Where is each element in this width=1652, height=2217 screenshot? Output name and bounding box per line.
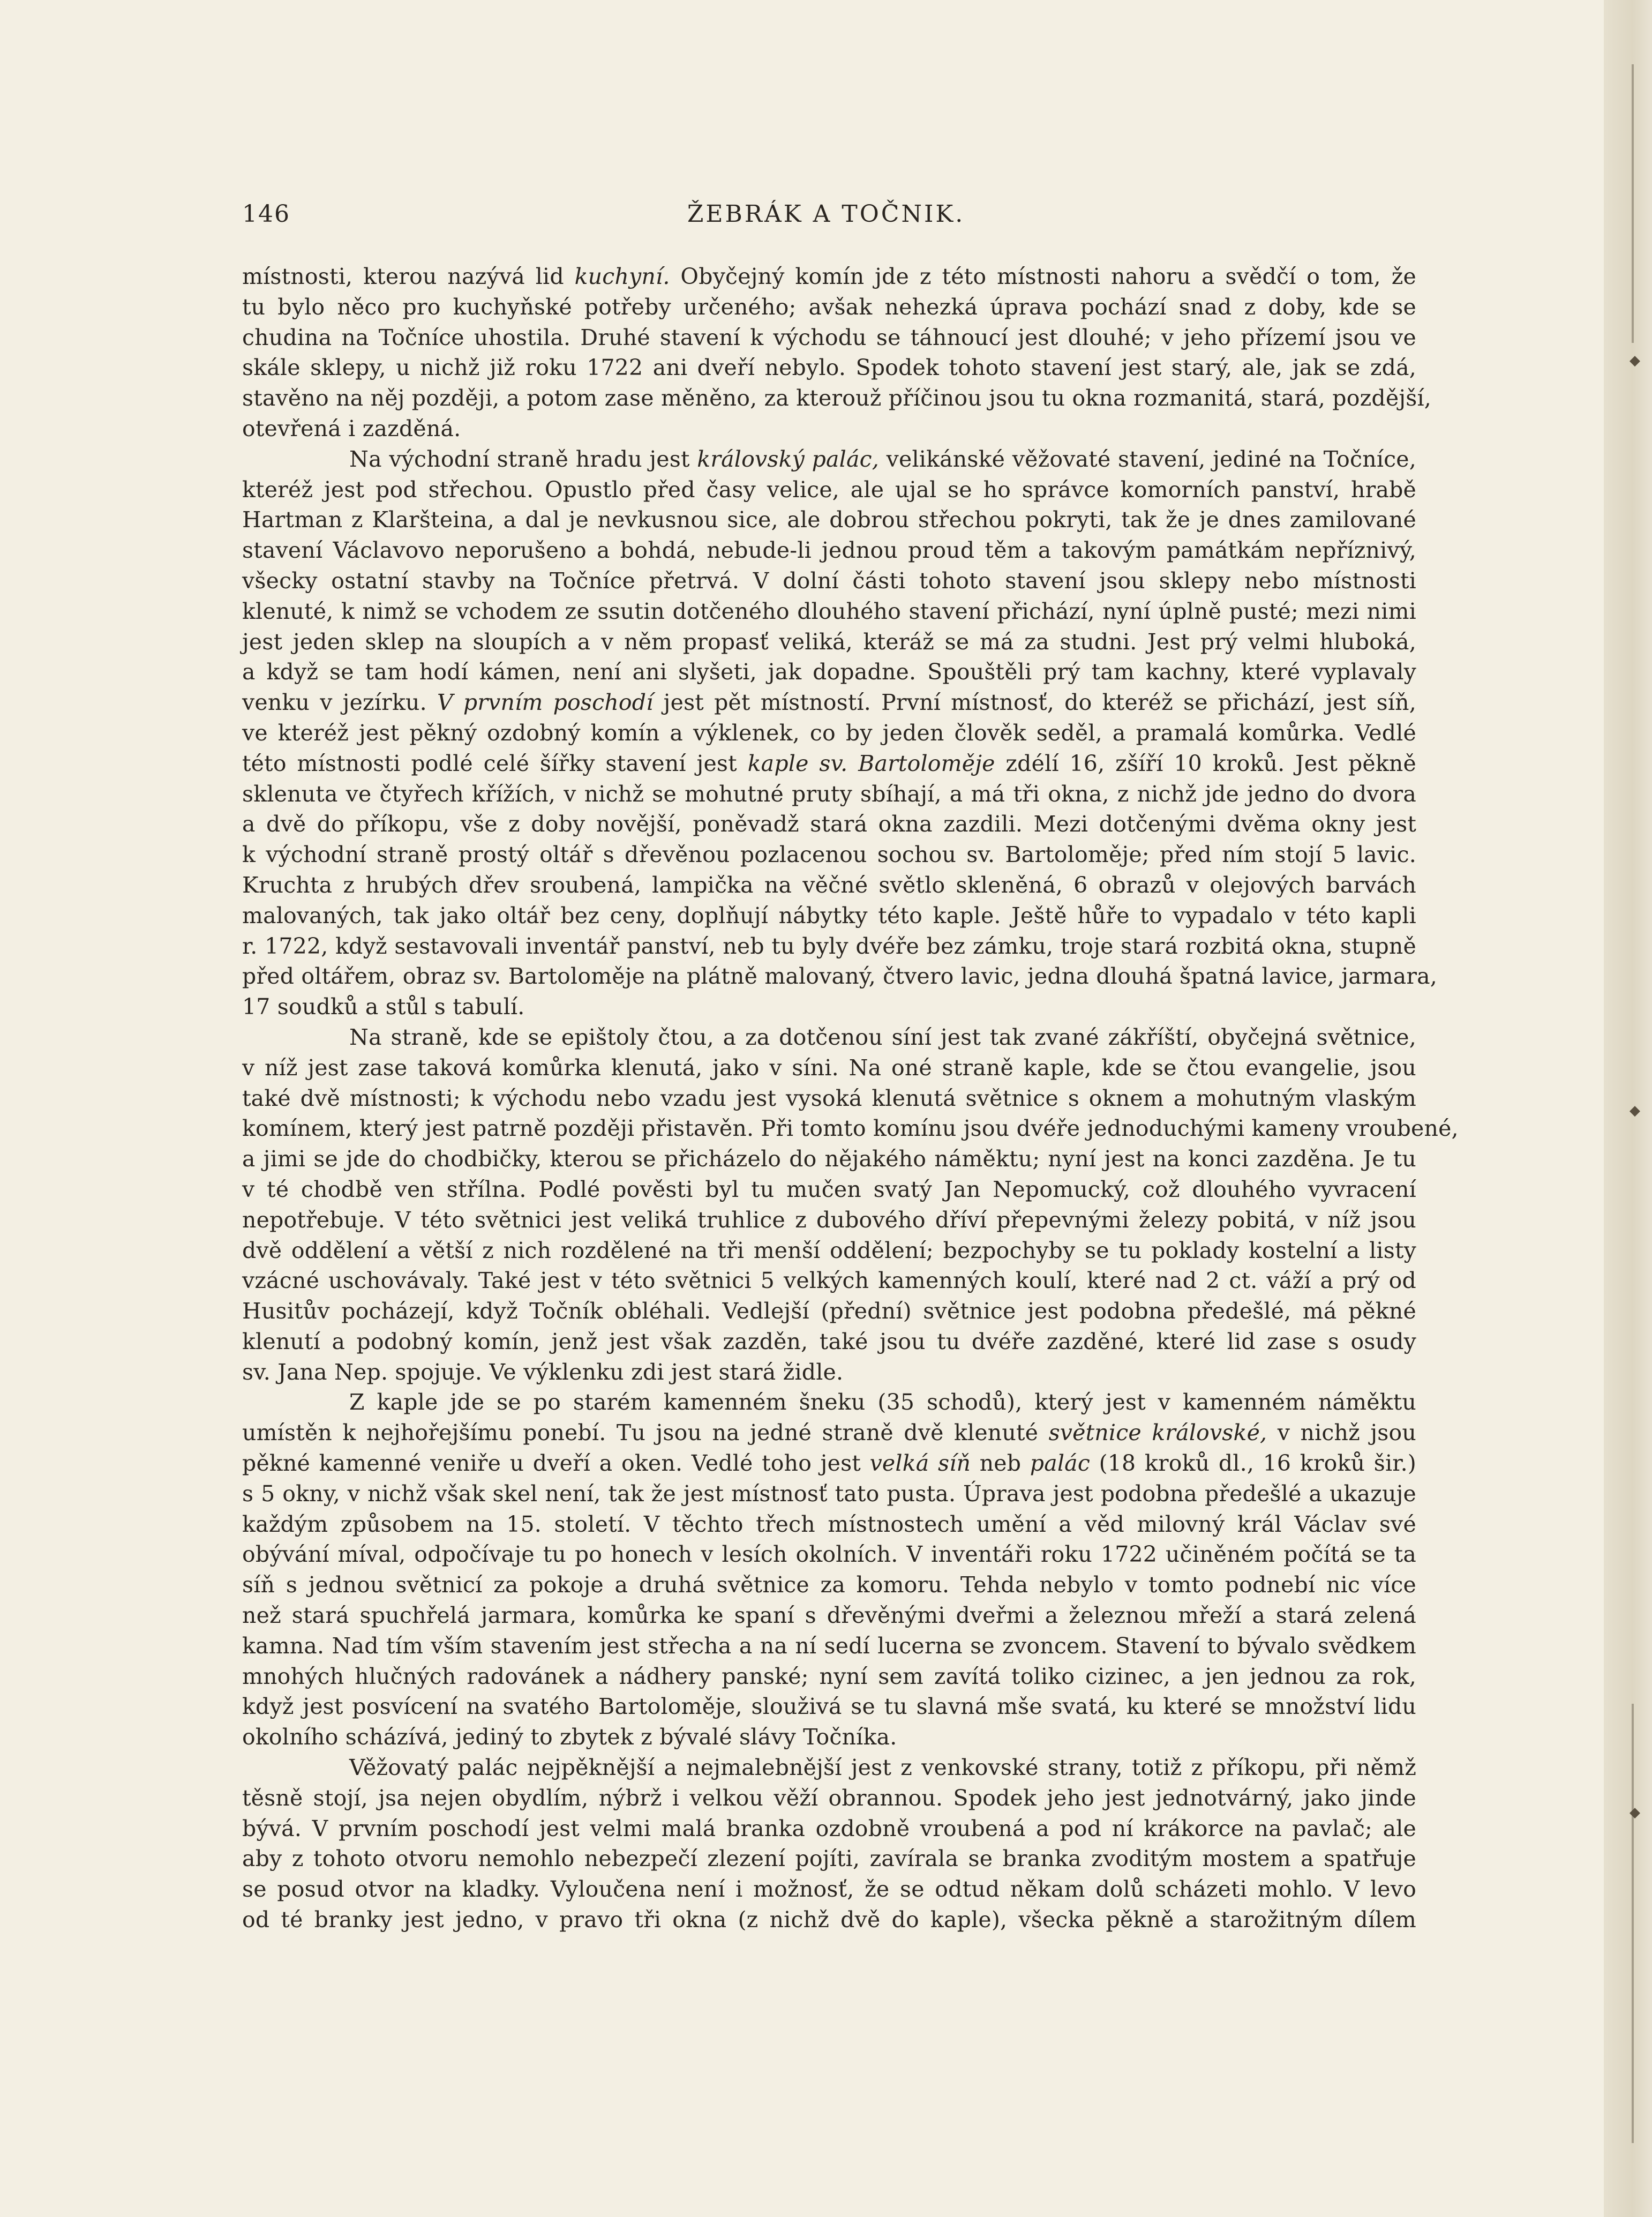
text-line: se posud otvor na kladky. Vyloučena není i možnosť, že se odtud někam dolů scházeti mohlo. V levo (242, 1876, 1416, 1903)
text-line: síň s jednou světnicí za pokoje a druhá světnice za komoru. Tehda nebylo v tomto podnebí nic více (242, 1572, 1416, 1598)
text-line: a když se tam hodí kámen, není ani slyšeti, jak dopadne. Spouštěli prý tam kachny, které vyplavaly (242, 659, 1416, 685)
text-line: sklenuta ve čtyřech křížích, v nichž se mohutné pruty sbíhají, a má tři okna, z nichž jde jedno do dvora (242, 781, 1416, 807)
paragraph (242, 1387, 1416, 1752)
text-line: mnohých hlučných radovánek a nádhery panské; nyní sem zavítá toliko cizinec, a jen jednou za rok, (242, 1663, 1416, 1689)
edge-mark-icon: ◆ (1630, 1804, 1640, 1821)
edge-rule-bottom (1632, 1704, 1634, 2143)
text-line: sv. Jana Nep. spojuje. Ve výklenku zdi jest stará židle. (242, 1359, 844, 1385)
text-line: Na straně, kde se epištoly čtou, a za dotčenou síní jest tak zvané zákříští, obyčejná světnice, (349, 1024, 1416, 1050)
page-number: 146 (242, 200, 290, 228)
edge-mark-icon: ◆ (1630, 1103, 1640, 1119)
text-line: a jimi se jde do chodbičky, kterou se přicházelo do nějakého náměktu; nyní jest na konci zazděna. Je tu (242, 1146, 1416, 1172)
text-line: ve kteréž jest pěkný ozdobný komín a výklenek, co by jeden člověk seděl, a pramalá komůrka. Vedlé (242, 720, 1416, 746)
text-line: obývání míval, odpočívaje tu po honech v lesích okolních. V inventáři roku 1722 učiněném počítá se ta (242, 1541, 1416, 1568)
text-line: jest jeden sklep na sloupích a v něm propasť veliká, kteráž se má za studni. Jest prý velmi hluboká, (242, 628, 1416, 655)
text-line: Hartman z Klaršteina, a dal je nevkusnou sice, ale dobrou střechou pokryti, tak že je dnes zamilované (242, 507, 1416, 533)
text-line: Z kaple jde se po starém kamenném šneku (35 schodů), který jest v kamenném náměktu (349, 1389, 1416, 1415)
text-line: s 5 okny, v nichž však skel není, tak že jest místnosť tato pusta. Úprava jest podobna předešlé a ukazuje (242, 1480, 1416, 1507)
text-line: v té chodbě ven střílna. Podlé pověsti byl tu mučen svatý Jan Nepomucký, což dlouhého vyvracení (242, 1176, 1416, 1202)
text-line: otevřená i zazděná. (242, 415, 461, 441)
text-line: také dvě místnosti; k východu nebo vzadu jest vysoká klenutá světnice s oknem a mohutným vlaským (242, 1085, 1416, 1111)
text-line: a dvě do příkopu, vše z doby novější, poněvadž stará okna zazdili. Mezi dotčenými dvěma okny jest (242, 811, 1416, 837)
edge-mark-icon: ◆ (1630, 353, 1640, 369)
paragraph (242, 261, 1432, 444)
text-line: Kruchta z hrubých dřev sroubená, lampička na věčné světlo skleněná, 6 obrazů v olejových barvách (242, 872, 1416, 898)
text-line: od té branky jest jedno, v pravo tři okna (z nichž dvě do kaple), všecka pěkně a starožitným dílem (242, 1907, 1416, 1933)
text-line: než stará spuchřelá jarmara, komůrka ke spaní s dřevěnými dveřmi a železnou mřeží a stará zelená (242, 1602, 1416, 1629)
text-line: umístěn k nejhořejšímu ponebí. Tu jsou na jedné straně dvě klenuté světnice královské, v nichž jsou (242, 1420, 1417, 1446)
text-line: komínem, který jest patrně později přistavěn. Při tomto komínu jsou dvéře jednoduchými kameny vroubené, (242, 1115, 1459, 1142)
paragraph (242, 444, 1438, 1022)
text-line: Věžovatý palác nejpěknější a nejmalebnější jest z venkovské strany, totiž z příkopu, při němž (349, 1755, 1416, 1781)
text-line: tu bylo něco pro kuchyňské potřeby určeného; avšak nehezká úprava pochází snad z doby, kde se (242, 294, 1416, 320)
text-line: okolního scházívá, jediný to zbytek z bývalé slávy Točníka. (242, 1724, 897, 1750)
text-line: stavení Václavovo neporušeno a bohdá, nebude-li jednou proud těm a takovým památkám nepříznivý, (242, 537, 1416, 564)
text-line: chudina na Točníce uhostila. Druhé stavení k východu se táhnoucí jest dlouhé; v jeho přízemí jsou ve (242, 324, 1416, 350)
text-line: stavěno na něj později, a potom zase měněno, za kterouž příčinou jsou tu okna rozmanitá, stará, pozdější, (242, 385, 1432, 411)
text-line: klenutí a podobný komín, jenž jest však zazděn, také jsou tu dvéře zazděné, které lid zase s osudy (242, 1328, 1416, 1354)
text-line: aby z tohoto otvoru nemohlo nebezpečí zlezení pojíti, zavírala se branka zvoditým mostem a spatřuje (242, 1846, 1416, 1872)
text-line: k východní straně prostý oltář s dřevěnou pozlacenou sochou sv. Bartoloměje; před ním stojí 5 lavic. (242, 842, 1416, 868)
text-line: v níž jest zase taková komůrka klenutá, jako v síni. Na oné straně kaple, kde se čtou evangelie, jsou (242, 1054, 1416, 1081)
text-line: každým způsobem na 15. století. V těchto třech místnostech umění a věd milovný král Václav své (242, 1511, 1416, 1537)
text-line: dvě oddělení a větší z nich rozdělené na tři menší oddělení; bezpochyby se tu poklady kostelní a listy (242, 1237, 1416, 1263)
running-title: ŽEBRÁK A TOČNIK. (687, 200, 965, 228)
text-line: těsně stojí, jsa nejen obydlím, nýbrž i velkou věží obrannou. Spodek jeho jest jednotvárný, jako jinde (242, 1785, 1416, 1811)
text-line: kteréž jest pod střechou. Opustlo před časy velice, ale ujal se ho správce komorních panství, hrabě (242, 476, 1416, 503)
text-line: 17 soudků a stůl s tabulí. (242, 994, 525, 1020)
body-text (242, 261, 1459, 1935)
text-line: kamna. Nad tím vším stavením jest střecha a na ní sedí lucerna se zvoncem. Stavení to bývalo svědkem (242, 1632, 1416, 1659)
text-line: nepotřebuje. V této světnici jest veliká truhlice z dubového dříví přepevnými železy pobitá, v níž jsou (242, 1207, 1416, 1233)
text-line: místnosti, kterou nazývá lid kuchyní. Obyčejný komín jde z této místnosti nahoru a svědčí o tom, že (242, 264, 1416, 289)
page-edge (1604, 0, 1652, 2217)
text-line: Na východní straně hradu jest královský palác, velikánské věžovaté stavení, jediné na Točníce, (349, 446, 1416, 472)
text-line: venku v jezírku. V prvním poschodí jest pět místností. První místnosť, do kteréž se přichází, jest síň, (242, 690, 1417, 716)
text-line: před oltářem, obraz sv. Bartoloměje na plátně malovaný, čtvero lavic, jedna dlouhá špatná lavice, jarmara, (242, 963, 1438, 990)
text-line: Husitův pocházejí, když Točník obléhali. Vedlejší (přední) světnice jest podobna předešlé, má pěkné (242, 1298, 1416, 1324)
text-line: vzácné uschovávaly. Také jest v této světnici 5 velkých kamenných koulí, které nad 2 ct. váží a prý od (242, 1268, 1416, 1294)
text-line: malovaných, tak jako oltář bez ceny, doplňují nábytky této kaple. Ještě hůře to vypadalo v této kapli (242, 902, 1416, 928)
paragraph (242, 1022, 1459, 1388)
text-line: když jest posvícení na svatého Bartoloměje, slouživá se tu slavná mše svatá, ku které se množství lidu (242, 1694, 1416, 1720)
text-line: pěkné kamenné veniře u dveří a oken. Vedlé toho jest velká síň neb palác (18 kroků dl., 16 kroků šir.) (242, 1450, 1416, 1477)
paragraph (242, 1752, 1416, 1935)
text-line: r. 1722, když sestavovali inventář panství, neb tu byly dvéře bez zámku, troje stará rozbitá okna, stupně (242, 933, 1416, 959)
text-line: klenuté, k nimž se vchodem ze ssutin dotčeného dlouhého stavení přichází, nyní úplně pusté; mezi nimi (242, 598, 1416, 624)
text-line: skále sklepy, u nichž již roku 1722 ani dveří nebylo. Spodek tohoto stavení jest starý, ale, jak se zdá, (242, 355, 1416, 381)
text-line: bývá. V prvním poschodí jest velmi malá branka ozdobně vroubená a pod ní krákorce na pavlač; ale (242, 1815, 1416, 1841)
text-line: této místnosti podlé celé šířky stavení jest kaple sv. Bartoloměje zdélí 16, zšíří 10 kroků. Jest pěkně (242, 750, 1416, 776)
text-line: všecky ostatní stavby na Točníce přetrvá. V dolní části tohoto stavení jsou sklepy nebo místnosti (242, 567, 1416, 594)
